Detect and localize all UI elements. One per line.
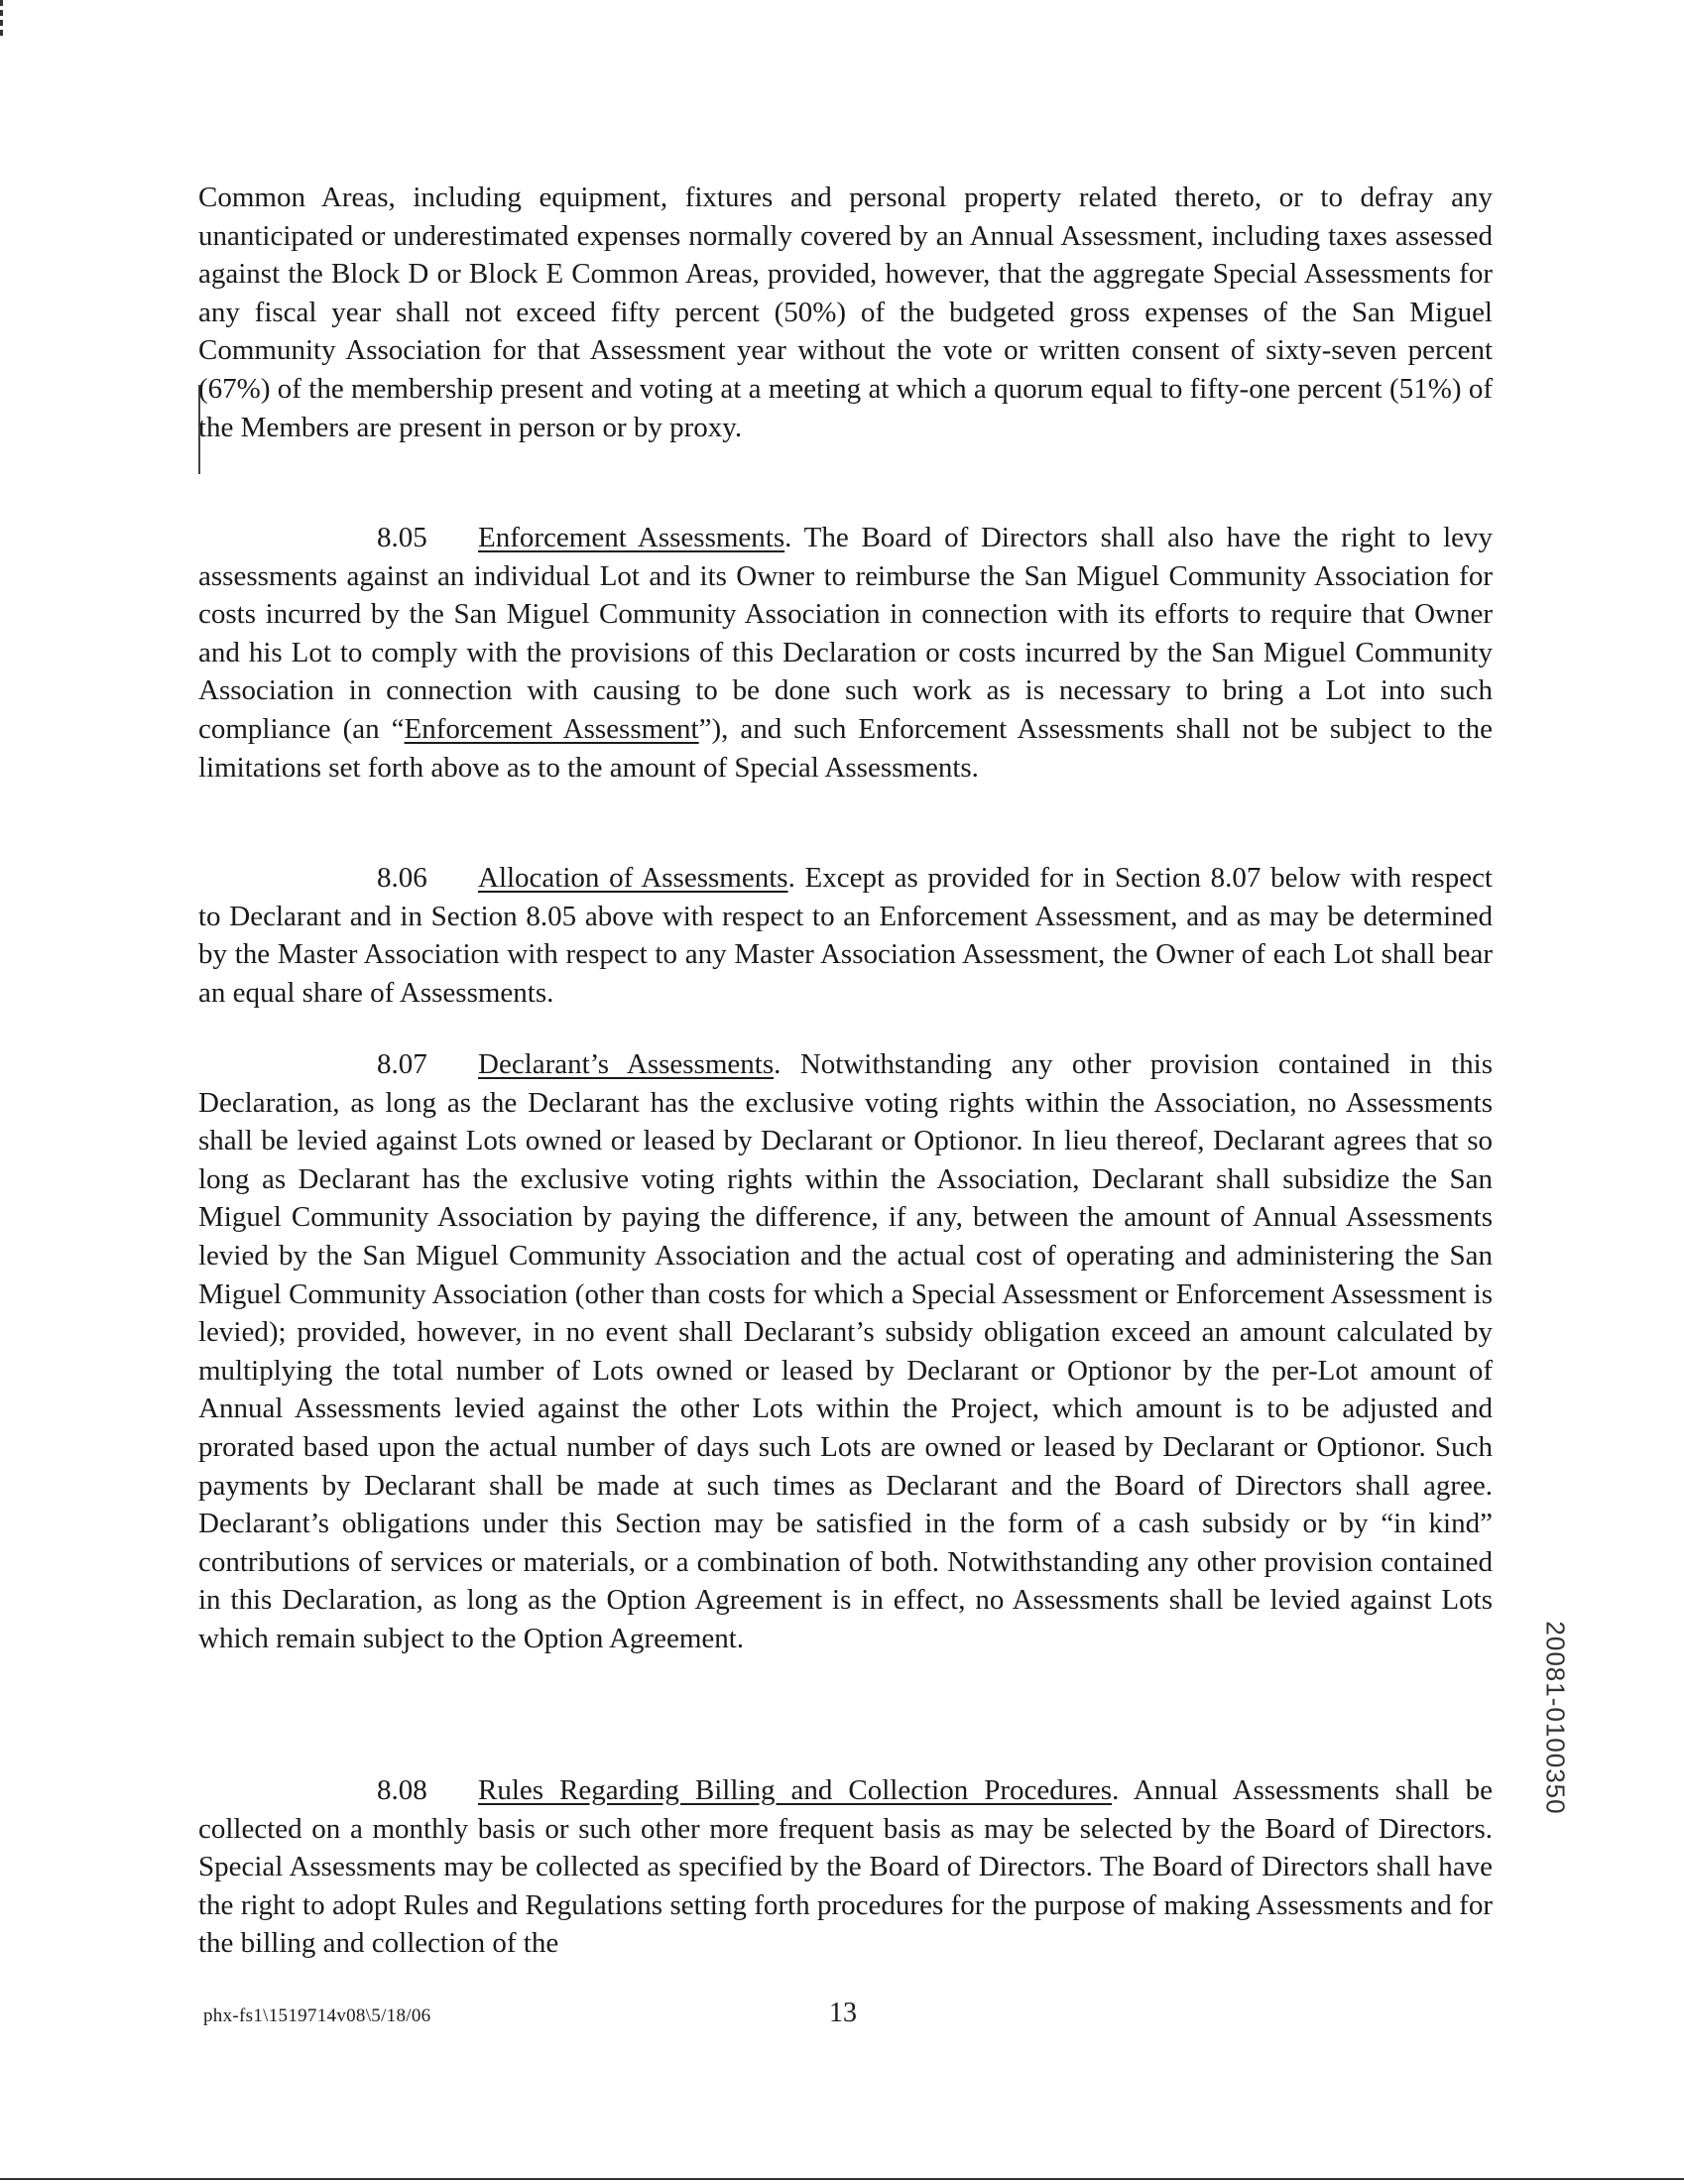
section-8-08 bbox=[198, 1771, 1493, 1963]
section-text: . The Board of Directors shall also have the right to levy assessments against an individual Lot and its Owner to reimburse the San Miguel Community Association for costs incurred by the San Miguel Community Association in connection with its efforts to require that Owner and his Lot to comply with the provisions of this Declaration or costs incurred by the San Miguel Community Association in connection with causing to be done such work as is necessary to bring a Lot into such compliance (an “ bbox=[198, 522, 1494, 745]
section-text-cont: ”), and such Enforcement Assessments shall not be subject to the limitations set forth above as to the amount of Special Assessments. bbox=[198, 712, 1493, 784]
paragraph-text: Common Areas, including equipment, fixtures and personal property related thereto, or to defray any unanticipated or underestimated expenses normally covered by an Annual Assessment, including taxes assessed against the Block D or Block E Common Areas, provided, however, that the aggregate Special Assessments for any fiscal year shall not exceed fifty percent (50%) of the budgeted gross expenses of the San Miguel Community Association for that Assessment year without the vote or written consent of sixty-seven percent (67%) of the membership present and voting at a meeting at which a quorum equal to fifty-one percent (51%) of the Members are present in person or by proxy. bbox=[198, 182, 1493, 443]
section-8-07 bbox=[198, 1045, 1493, 1658]
section-heading: Enforcement Assessments bbox=[478, 522, 785, 553]
section-text: . Except as provided for in Section 8.07 below with respect to Declarant and in Section 8.05 above with respect to an Enforcement Assessment, and as may be determined by the Master Association with respect to any Master Association Assessment, the Owner of each Lot shall bear an equal share of Assessments. bbox=[198, 862, 1493, 1009]
scan-bottom-edge bbox=[0, 2178, 1684, 2180]
footer-doc-id: phx-fs1\1519714v08\5/18/06 bbox=[203, 2005, 431, 2026]
section-heading: Declarant’s Assessments bbox=[478, 1048, 775, 1080]
section-number: 8.06 bbox=[377, 862, 427, 894]
defined-term: Enforcement Assessment bbox=[404, 712, 699, 745]
section-heading: Rules Regarding Billing and Collection Procedures bbox=[478, 1774, 1113, 1806]
section-8-06 bbox=[198, 859, 1493, 1012]
section-heading: Allocation of Assessments bbox=[478, 862, 788, 894]
scan-edge-mark bbox=[0, 0, 3, 38]
recording-number: 20081-0100350 bbox=[1540, 1621, 1571, 1815]
section-number: 8.05 bbox=[377, 522, 427, 553]
section-8-05 bbox=[198, 519, 1493, 787]
page-number: 13 bbox=[829, 1998, 857, 2028]
paragraph-continued bbox=[198, 179, 1493, 446]
recording-stamp bbox=[1535, 1569, 1575, 1867]
section-number: 8.07 bbox=[377, 1048, 427, 1080]
section-text: . Annual Assessments shall be collected on a monthly basis or such other more frequent basis as may be selected by the Board of Directors. Special Assessments may be collected as specified by the Board of Directors. The Board of Directors shall have the right to adopt Rules and Regulations setting forth procedures for the purpose of making Assessments and for the billing and collection of the bbox=[198, 1774, 1493, 1960]
section-number: 8.08 bbox=[377, 1774, 427, 1806]
section-text: . Notwithstanding any other provision contained in this Declaration, as long as the Declarant has the exclusive voting rights within the Association, no Assessments shall be levied against Lots owned or leased by Declarant or Optionor. In lieu thereof, Declarant agrees that so long as Declarant has the exclusive voting rights within the Association, Declarant shall subsidize the San Miguel Community Association by paying the difference, if any, between the amount of Annual Assessments levied by the San Miguel Community Association and the actual cost of operating and administering the San Miguel Community Association (other than costs for which a Special Assessment or Enforcement Assessment is levied); provided, however, in no event shall Declarant’s subsidy obligation exceed an amount calculated by multiplying the total number of Lots owned or leased by Declarant or Optionor by the per-Lot amount of Annual Assessments levied against the other Lots within the Project, which amount is to be adjusted and prorated based upon the actual number of days such Lots are owned or leased by Declarant or Optionor. Such payments by Declarant shall be made at such times as Declarant and the Board of Directors shall agree. Declarant’s obligations under this Section may be satisfied in the form of a cash subsidy or by “in kind” contributions of services or materials, or a combination of both. Notwithstanding any other provision contained in this Declaration, as long as the Option Agreement is in effect, no Assessments shall be levied against Lots which remain subject to the Option Agreement. bbox=[198, 1048, 1494, 1654]
